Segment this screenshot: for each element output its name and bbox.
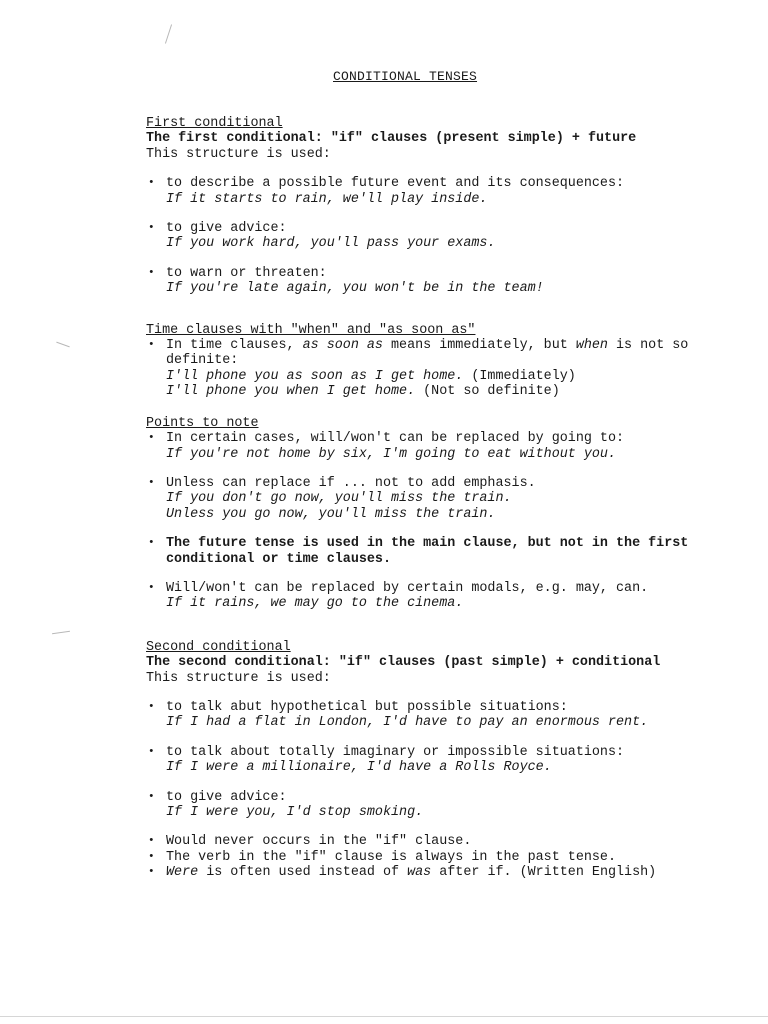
list-item-text: • to talk abut hypothetical but possible situations: bbox=[166, 699, 568, 715]
list-item-text: • to talk about totally imaginary or impossible situations: bbox=[166, 744, 625, 760]
list-item bbox=[146, 221, 764, 252]
points-to-note-section bbox=[146, 416, 764, 612]
list-item bbox=[146, 700, 764, 731]
example-sentence: If you're not home by six, I'm going to eat without you. bbox=[166, 446, 616, 462]
first-conditional-intro: This structure is used: bbox=[146, 146, 331, 162]
first-conditional-heading: First conditional bbox=[146, 116, 283, 131]
list-item bbox=[146, 338, 764, 400]
list-item bbox=[146, 431, 764, 462]
list-item bbox=[146, 745, 764, 776]
example-line bbox=[166, 369, 764, 384]
text-part: In time clauses, bbox=[166, 338, 303, 354]
first-conditional-lead: The first conditional: "if" clauses (present simple) + future bbox=[146, 131, 637, 147]
example-sentence: If you're late again, you won't be in the team! bbox=[166, 281, 544, 297]
list-item bbox=[146, 850, 764, 865]
list-item-text: • The future tense is used in the main clause, but not in the first conditional or time clauses. bbox=[166, 536, 697, 567]
list-item-text: • to give advice: bbox=[166, 789, 287, 805]
text-part: means immediately, but bbox=[382, 338, 576, 354]
emphasis-text: when bbox=[575, 338, 608, 354]
example-sentence: I'll phone you when I get home. bbox=[166, 384, 416, 400]
list-item bbox=[146, 865, 764, 880]
emphasis-text: Were bbox=[166, 865, 199, 881]
scan-edge-line bbox=[0, 1016, 768, 1017]
example-sentence: If I were you, I'd stop smoking. bbox=[166, 805, 424, 820]
list-item bbox=[146, 790, 764, 821]
list-item-text bbox=[166, 865, 764, 880]
example-sentence: If it rains, we may go to the cinema. bbox=[166, 596, 464, 612]
document-body bbox=[146, 116, 764, 881]
second-conditional-intro: This structure is used: bbox=[146, 670, 331, 686]
list-item bbox=[146, 834, 764, 849]
emphasis-text: as soon as bbox=[302, 338, 383, 354]
points-to-note-heading: Points to note bbox=[146, 415, 259, 431]
example-sentence: Unless you go now, you'll miss the train. bbox=[166, 506, 496, 522]
example-note: (Immediately) bbox=[463, 368, 576, 384]
second-conditional-lead: The second conditional: "if" clauses (past simple) + conditional bbox=[146, 655, 661, 671]
emphasis-text: was bbox=[407, 865, 432, 881]
example-sentence: If it starts to rain, we'll play inside. bbox=[166, 191, 488, 207]
time-clauses-section bbox=[146, 323, 764, 400]
list-item bbox=[146, 176, 764, 207]
document-title: CONDITIONAL TENSES bbox=[333, 69, 478, 84]
first-conditional-section bbox=[146, 116, 764, 297]
list-item bbox=[146, 476, 764, 522]
second-conditional-heading: Second conditional bbox=[146, 639, 291, 655]
example-line bbox=[166, 384, 764, 399]
list-item-text: • to warn or threaten: bbox=[166, 265, 327, 281]
list-item-text: • Will/won't can be replaced by certain modals, e.g. may, can. bbox=[166, 580, 649, 596]
list-item-text: • In certain cases, will/won't can be replaced by going to: bbox=[166, 431, 625, 447]
example-note: (Not so definite) bbox=[415, 384, 560, 400]
example-sentence: If I had a flat in London, I'd have to pay an enormous rent. bbox=[166, 715, 649, 731]
time-clauses-heading: Time clauses with "when" and "as soon as" bbox=[146, 322, 476, 338]
text-part: after if. (Written English) bbox=[431, 865, 657, 881]
example-sentence: If you work hard, you'll pass your exams. bbox=[166, 236, 496, 252]
list-item-text: • Unless can replace if ... not to add emphasis. bbox=[166, 475, 536, 491]
list-item bbox=[146, 581, 764, 612]
example-sentence: I'll phone you as soon as I get home. bbox=[166, 368, 464, 384]
text-part: is often used instead of bbox=[198, 865, 408, 881]
scan-mark-left-2 bbox=[52, 631, 70, 634]
list-item-text: • The verb in the "if" clause is always in the past tense. bbox=[166, 849, 616, 865]
list-item-text bbox=[166, 338, 764, 369]
example-sentence: If I were a millionaire, I'd have a Rolls Royce. bbox=[166, 760, 552, 776]
list-item-text: • Would never occurs in the "if" clause. bbox=[166, 834, 472, 850]
list-item bbox=[146, 266, 764, 297]
scan-mark-top bbox=[165, 24, 172, 43]
list-item-text: • to describe a possible future event and its consequences: bbox=[166, 176, 625, 192]
example-sentence: If you don't go now, you'll miss the train. bbox=[166, 491, 512, 507]
list-item-text: • to give advice: bbox=[166, 221, 287, 237]
text-part: is not so definite: bbox=[166, 338, 697, 369]
list-item bbox=[146, 536, 764, 567]
second-conditional-section bbox=[146, 640, 764, 881]
scan-mark-left-1 bbox=[56, 342, 69, 348]
